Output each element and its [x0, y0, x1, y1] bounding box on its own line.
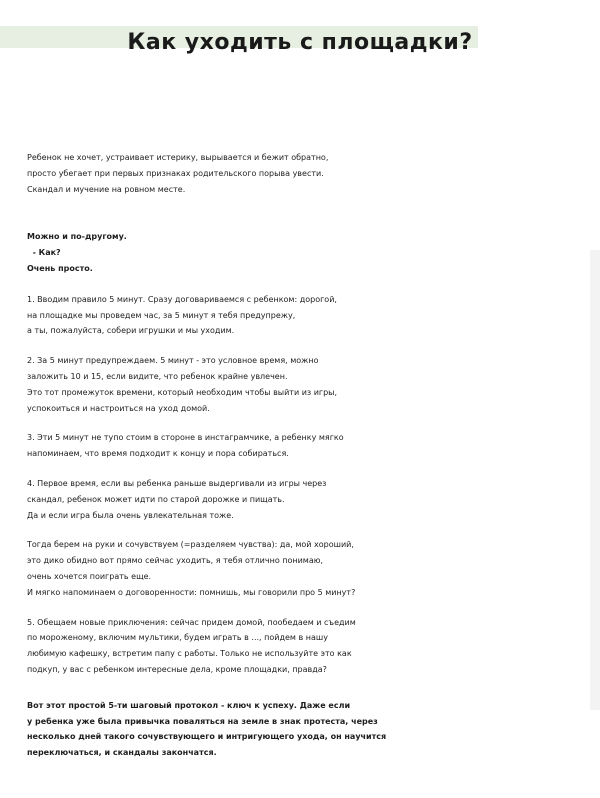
text-line: заложить 10 и 15, если видите, что ребенок крайне увлечен.: [27, 371, 288, 381]
text-line: - Как?: [27, 248, 61, 258]
text-line: переключаться, и скандалы закончатся.: [27, 748, 217, 758]
article-body: [27, 150, 587, 761]
step-1-paragraph: [27, 292, 587, 339]
text-line: по мороженому, включим мультики, будем играть в ..., пойдем в нашу: [27, 633, 328, 643]
text-line: Скандал и мучение на ровном месте.: [27, 184, 186, 194]
text-line: Это тот промежуток времени, который необходим чтобы выйти из игры,: [27, 387, 338, 397]
page-title: Как уходить с площадки?: [127, 30, 473, 55]
dialog-paragraph: [27, 229, 587, 276]
text-line: а ты, пожалуйста, собери игрушки и мы уходим.: [27, 326, 235, 336]
text-line: 4. Первое время, если вы ребенка раньше выдергивали из игры через: [27, 478, 327, 488]
text-line: Очень просто.: [27, 263, 93, 273]
text-line: любимую кафешку, встретим папу с работы. Только не используйте это как: [27, 649, 352, 659]
page-edge-shade: [590, 250, 600, 710]
text-line: Ребенок не хочет, устраивает истерику, вырывается и бежит обратно,: [27, 153, 329, 162]
text-line: скандал, ребенок может идти по старой дорожке и пищать.: [27, 494, 285, 504]
text-line: 2. За 5 минут предупреждаем. 5 минут - это условное время, можно: [27, 356, 319, 366]
text-line: просто убегает при первых признаках родительского порыва увести.: [27, 168, 324, 178]
text-line: напоминаем, что время подходит к концу и пора собираться.: [27, 449, 289, 459]
empathy-paragraph: [27, 537, 587, 600]
step-5-paragraph: [27, 615, 587, 678]
text-line: это дико обидно вот прямо сейчас уходить, я тебя отлично понимаю,: [27, 556, 324, 566]
text-line: подкуп, у вас с ребенком интересные дела, кроме площадки, правда?: [27, 664, 327, 674]
text-line: на площадке мы проведем час, за 5 минут я тебя предупрежу,: [27, 310, 296, 320]
conclusion-paragraph: [27, 698, 587, 761]
text-line: Можно и по-другому.: [27, 232, 127, 242]
step-2-paragraph: [27, 353, 587, 416]
text-line: очень хочется поиграть еще.: [27, 571, 152, 581]
text-line: у ребенка уже была привычка поваляться на земле в знак протеста, через: [27, 716, 378, 726]
text-line: И мягко напоминаем о договоренности: помнишь, мы говорили про 5 минут?: [27, 587, 356, 597]
text-line: несколько дней такого сочувствующего и интригующего ухода, он научится: [27, 732, 387, 742]
text-line: 5. Обещаем новые приключения: сейчас придем домой, пообедаем и съедим: [27, 617, 356, 627]
text-line: успокоиться и настроиться на уход домой.: [27, 403, 210, 413]
text-line: 3. Эти 5 минут не тупо стоим в стороне в инстаграмчике, а ребенку мягко: [27, 433, 344, 443]
text-line: Вот этот простой 5-ти шаговый протокол - ключ к успеху. Даже если: [27, 700, 351, 710]
step-4-paragraph: [27, 476, 587, 523]
text-line: Тогда берем на руки и сочувствуем (=разделяем чувства): да, мой хороший,: [27, 540, 354, 550]
text-line: Да и если игра была очень увлекательная тоже.: [27, 510, 234, 520]
text-line: 1. Вводим правило 5 минут. Сразу договариваемся с ребенком: дорогой,: [27, 294, 337, 304]
intro-paragraph: [27, 150, 587, 197]
step-3-paragraph: [27, 430, 587, 462]
